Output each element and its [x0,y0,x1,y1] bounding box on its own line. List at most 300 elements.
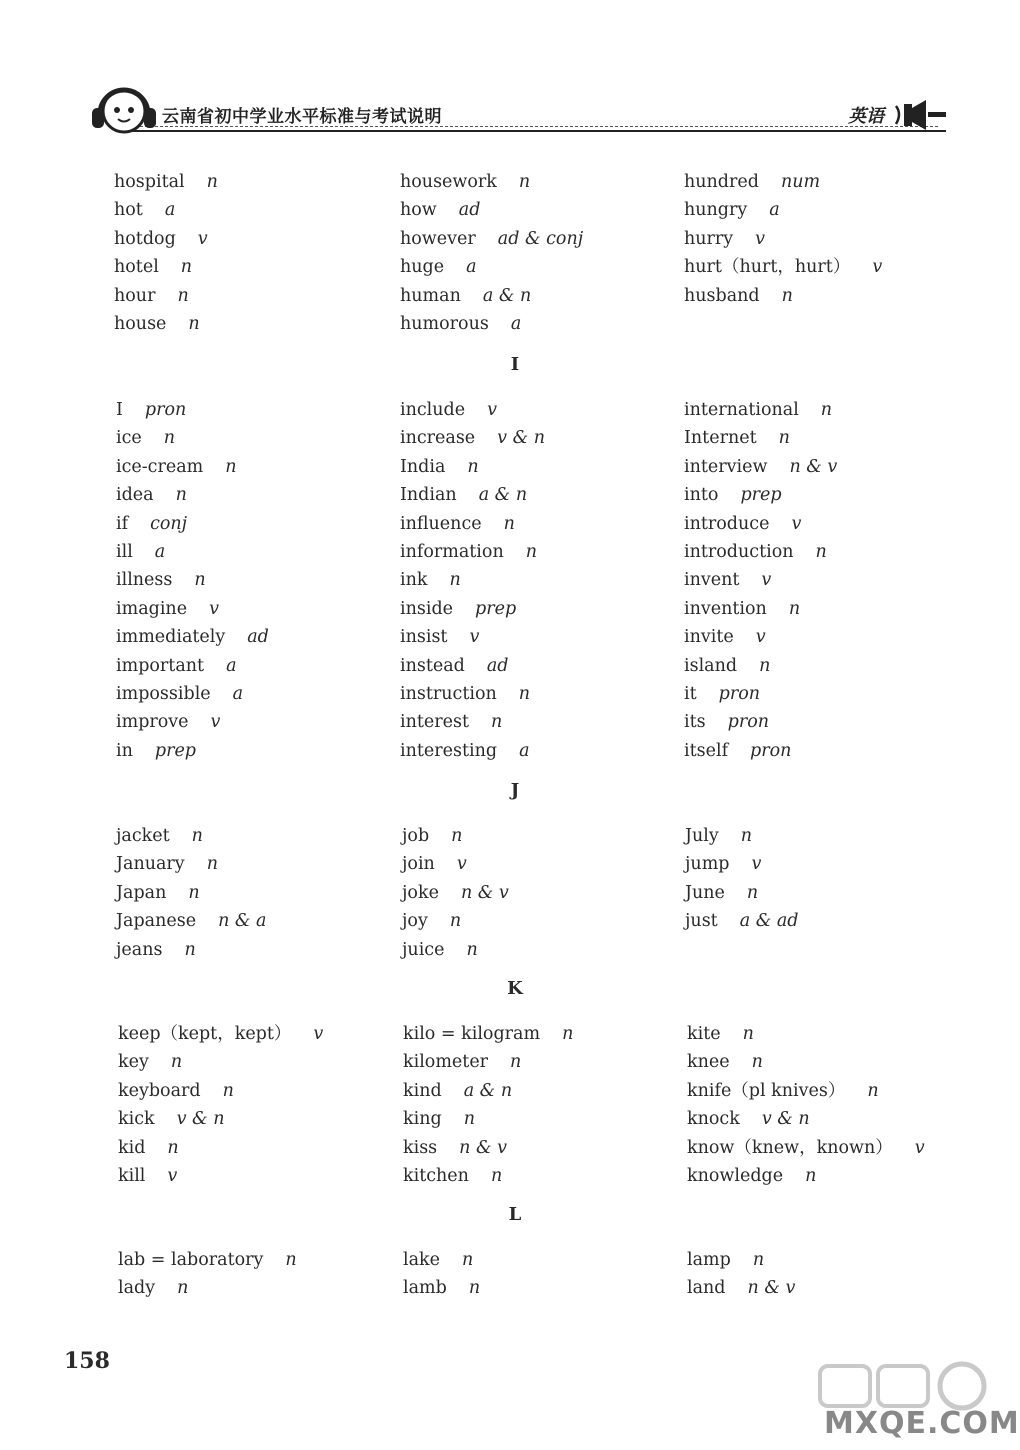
vocab-entry [400,453,545,481]
entry-word: impossible [116,683,211,704]
vocab-entry [116,595,269,623]
part-of-speech: v [197,228,208,249]
vocab-entry [684,196,882,224]
entry-word: island [684,655,738,676]
part-of-speech: n [170,1052,183,1073]
vocab-entry [114,168,218,196]
vocab-entry [118,1048,323,1076]
entry-word: keyboard [118,1080,201,1101]
part-of-speech: v [755,228,766,249]
vocab-entry [116,566,269,594]
subject-label: 英语 [848,106,884,127]
entry-word: joy [402,911,428,932]
vocab-entry [687,1105,925,1133]
part-of-speech: n [462,1250,474,1270]
vocab-entry [118,1162,323,1190]
vocab-entry [118,1077,323,1105]
entry-word: know（knew，known） [687,1137,893,1158]
part-of-speech: n & v [459,1137,508,1158]
part-of-speech: ad & conj [497,228,584,249]
part-of-speech: n [503,513,515,534]
entry-word: knowledge [687,1165,784,1186]
vocab-entry [685,907,799,935]
entry-word: ice-cream [116,456,204,477]
page-number: 158 [64,1348,110,1374]
vocab-entry [116,907,266,935]
column-2 [403,1020,573,1190]
part-of-speech: v [469,627,480,648]
vocab-entry [116,879,266,907]
part-of-speech: n [463,1109,475,1130]
part-of-speech: num [780,172,821,192]
vocab-entry [400,566,545,594]
part-of-speech: n [788,598,801,619]
entry-word: immediately [116,627,226,648]
vocab-entry [684,453,837,481]
part-of-speech: n [490,1165,503,1186]
entry-word: jump [685,854,730,875]
entry-word: it [684,683,697,704]
entry-word: international [684,400,799,420]
vocab-entry [114,310,218,338]
part-of-speech: n [740,826,753,846]
vocab-entry [400,396,545,424]
vocab-entry [118,1134,323,1162]
vocab-entry [687,1048,925,1076]
vocab-entry [402,850,509,878]
entry-word: joke [402,882,439,903]
vocab-entry [400,168,583,196]
part-of-speech: n [820,400,833,420]
column-1 [114,168,218,338]
vocab-entry [116,623,269,651]
part-of-speech: prep [475,598,517,619]
entry-word: Japanese [116,911,197,932]
vocab-entry [114,225,218,253]
part-of-speech: n [525,541,537,562]
vocab-entry [402,822,509,850]
entry-word: kid [118,1137,146,1158]
entry-word: hurry [684,228,734,249]
entry-word: July [685,826,719,846]
part-of-speech: n [191,826,203,846]
entry-word: influence [400,513,482,534]
part-of-speech: n & v [789,456,838,477]
vocab-entry [400,623,545,651]
entry-word: human [400,285,461,306]
entry-word: hour [114,285,156,306]
vocab-entry [687,1077,925,1105]
vocab-entry [684,282,882,310]
vocab-entry [403,1162,573,1190]
entry-word: January [116,854,185,875]
vocab-entry [116,510,269,538]
vocab-entry [687,1134,925,1162]
entry-word: hotdog [114,228,176,249]
vocab-entry [400,282,583,310]
entry-word: inside [400,598,454,619]
part-of-speech: prep [740,485,782,506]
vocab-entry [400,196,583,224]
vocab-entry [684,623,837,651]
part-of-speech: n & v [460,882,509,903]
vocab-entry [114,282,218,310]
entry-word: job [402,826,430,846]
entry-word: in [116,740,133,761]
entry-word: insist [400,627,448,648]
vocab-entry [684,680,837,708]
section-letter-j: J [510,780,520,801]
column-1 [116,396,269,765]
entry-word: juice [402,939,445,960]
vocab-entry [114,196,218,224]
vocab-entry [402,879,509,907]
part-of-speech: n [752,1250,765,1270]
entry-word: husband [684,285,760,306]
vocab-entry [116,680,269,708]
part-of-speech: n [781,285,793,306]
entry-word: however [400,228,476,249]
part-of-speech: n [188,882,200,903]
vocab-entry [116,850,266,878]
part-of-speech: n [206,172,218,192]
entry-word: hurt（hurt，hurt） [684,257,851,278]
part-of-speech: a [466,257,477,278]
column-1 [118,1020,323,1190]
part-of-speech: v [791,513,802,534]
part-of-speech: n [742,1024,754,1044]
column-1 [116,822,266,964]
part-of-speech: pron [144,400,187,420]
entry-word: kind [403,1080,442,1101]
entry-word: lake [403,1250,440,1270]
entry-word: kilo = kilogram [403,1024,541,1044]
part-of-speech: n [225,456,237,477]
part-of-speech: n [180,257,193,278]
entry-word: knee [687,1052,730,1073]
entry-word: illness [116,570,173,591]
part-of-speech: n [867,1080,879,1101]
entry-word: kill [118,1165,146,1186]
entry-word: itself [684,740,729,761]
entry-word: huge [400,257,445,278]
part-of-speech: n [468,1278,481,1299]
vocab-entry [684,737,837,765]
vocab-entry [400,310,583,338]
part-of-speech: v [167,1165,178,1186]
entry-word: hot [114,200,143,221]
vocab-entry [400,481,545,509]
part-of-speech: n [206,854,218,875]
part-of-speech: v [487,400,497,420]
part-of-speech: a [226,655,237,676]
vocab-entry [684,538,837,566]
entry-word: introduce [684,513,770,534]
part-of-speech: v & n [497,428,546,449]
entry-word: land [687,1278,726,1299]
entry-word: hungry [684,200,748,221]
vocab-entry [116,538,269,566]
column-3 [687,1020,925,1190]
vocab-entry [684,225,882,253]
part-of-speech: pron [718,683,761,704]
entry-word: invention [684,598,767,619]
vocab-entry [685,850,799,878]
entry-word: instead [400,655,465,676]
vocab-entry [685,822,799,850]
vocab-entry [116,936,266,964]
entry-word: India [400,456,446,477]
vocab-entry [403,1020,573,1048]
entry-word: hotel [114,257,159,278]
vocab-entry [116,822,266,850]
vocab-entry [118,1105,323,1133]
part-of-speech: a & ad [739,911,799,932]
part-of-speech: n [449,570,461,591]
vocab-entry [114,253,218,281]
part-of-speech: conj [150,513,188,534]
part-of-speech: n [175,485,187,506]
vocab-entry [400,680,545,708]
entry-word: humorous [400,313,489,334]
part-of-speech: v [761,570,772,591]
book-title: 云南省初中学业水平标准与考试说明 [162,107,442,127]
part-of-speech: v [210,712,221,733]
entry-word: introduction [684,541,794,562]
column-2 [400,396,545,765]
watermark-text: MXQE.COM [824,1406,1020,1441]
part-of-speech: n [451,826,463,846]
part-of-speech: n [778,428,790,449]
part-of-speech: pron [750,740,792,761]
entry-word: invent [684,570,740,591]
part-of-speech: a [154,541,166,562]
vocab-entry [684,510,837,538]
part-of-speech: pron [727,712,769,733]
entry-word: increase [400,428,476,449]
column-3 [684,168,882,310]
vocab-entry [684,481,837,509]
part-of-speech: v [313,1024,324,1044]
entry-word: house [114,313,167,334]
vocab-entry [400,510,545,538]
entry-word: kite [687,1024,721,1044]
entry-word: Indian [400,485,457,506]
vocab-entry [684,396,837,424]
part-of-speech: v & n [761,1109,810,1130]
part-of-speech: n [285,1250,297,1270]
headphone-mascot-icon [84,84,164,136]
vocab-entry [116,737,269,765]
section-letter-k: K [507,978,523,999]
vocab-entry [400,595,545,623]
entry-word: Japan [116,882,167,903]
vocab-entry [400,225,583,253]
vocab-entry [687,1246,795,1274]
part-of-speech: n [746,882,759,903]
part-of-speech: prep [154,740,197,761]
vocab-entry [684,652,837,680]
part-of-speech: a [510,313,522,334]
entry-word: join [402,854,435,875]
entry-word: lab = laboratory [118,1250,264,1270]
part-of-speech: n [510,1052,522,1073]
entry-word: information [400,541,504,562]
column-3 [687,1246,795,1303]
part-of-speech: n & a [218,911,267,932]
part-of-speech: n [562,1024,574,1044]
vocab-entry [116,396,269,424]
vocab-entry [684,595,837,623]
entry-word: kitchen [403,1165,469,1186]
column-3 [684,396,837,765]
column-1 [118,1246,297,1303]
entry-word: kick [118,1109,155,1130]
vocab-entry [685,879,799,907]
vocab-entry [403,1048,573,1076]
column-2 [400,168,583,338]
entry-word: hospital [114,172,185,192]
column-3 [685,822,799,936]
vocab-entry [116,453,269,481]
section-letter-i: I [510,354,520,375]
vocab-entry [403,1246,480,1274]
column-2 [402,822,509,964]
entry-word: lamb [403,1278,447,1299]
part-of-speech: n [518,683,531,704]
part-of-speech: n [449,911,462,932]
vocab-entry [403,1105,573,1133]
entry-word: improve [116,712,189,733]
vocab-entry [400,652,545,680]
entry-word: just [685,911,718,932]
entry-word: if [116,513,129,534]
entry-word: keep（kept，kept） [118,1024,292,1044]
vocab-entry [684,708,837,736]
entry-word: kilometer [403,1052,489,1073]
part-of-speech: n [167,1137,179,1158]
part-of-speech: a & n [478,485,528,506]
part-of-speech: a & n [463,1080,513,1101]
entry-word: lady [118,1278,156,1299]
entry-word: ill [116,541,133,562]
vocab-entry [116,708,269,736]
vocab-entry [116,424,269,452]
vocab-entry [400,538,545,566]
entry-word: important [116,655,205,676]
entry-word: include [400,400,466,420]
entry-word: jeans [116,939,163,960]
entry-word: king [403,1109,442,1130]
entry-word: Internet [684,428,757,449]
entry-word: its [684,712,706,733]
speaker-icon [892,96,948,132]
vocab-entry [116,652,269,680]
column-2 [403,1246,480,1303]
entry-word: how [400,200,437,221]
part-of-speech: ad [486,655,509,676]
entry-word: lamp [687,1250,731,1270]
part-of-speech: n [177,285,189,306]
part-of-speech: a [164,200,176,221]
vocab-entry [684,168,882,196]
vocab-entry [687,1162,925,1190]
part-of-speech: n [805,1165,817,1186]
part-of-speech: v [456,854,467,875]
vocab-entry [118,1020,323,1048]
part-of-speech: ad [247,627,269,648]
part-of-speech: a [232,683,244,704]
entry-word: imagine [116,598,188,619]
entry-word: housework [400,172,497,192]
part-of-speech: n [188,313,200,334]
part-of-speech: n [222,1080,234,1101]
part-of-speech: a [519,740,530,761]
part-of-speech: v [755,627,766,648]
header-rule [120,130,946,132]
part-of-speech: a [769,200,780,221]
entry-word: key [118,1052,149,1073]
part-of-speech: n [491,712,503,733]
vocab-entry [687,1020,925,1048]
vocab-entry [684,253,882,281]
vocab-entry [403,1077,573,1105]
vocab-entry [400,253,583,281]
page-header [80,84,946,136]
part-of-speech: a & n [482,285,532,306]
entry-word: interest [400,712,469,733]
vocab-entry [403,1134,573,1162]
entry-word: ink [400,570,428,591]
part-of-speech: n [466,939,478,960]
entry-word: kiss [403,1137,438,1158]
part-of-speech: v [872,257,883,278]
section-letter-l: L [508,1204,522,1225]
part-of-speech: v [209,598,219,619]
vocab-entry [400,708,545,736]
entry-word: ice [116,428,142,449]
part-of-speech: n [759,655,771,676]
part-of-speech: n [163,428,176,449]
part-of-speech: n [751,1052,763,1073]
vocab-entry [400,737,545,765]
entry-word: hundred [684,172,759,192]
entry-word: interesting [400,740,498,761]
entry-word: invite [684,627,734,648]
part-of-speech: n [815,541,827,562]
entry-word: idea [116,485,154,506]
part-of-speech: v [914,1137,925,1158]
entry-word: instruction [400,683,497,704]
part-of-speech: n [194,570,206,591]
part-of-speech: n & v [747,1278,796,1299]
vocab-entry [116,481,269,509]
vocab-entry [687,1274,795,1302]
part-of-speech: v & n [176,1109,225,1130]
entry-word: into [684,485,719,506]
entry-word: jacket [116,826,170,846]
vocab-entry [118,1246,297,1274]
entry-word: knife（pl knives） [687,1080,846,1101]
entry-word: June [685,882,725,903]
vocab-entry [400,424,545,452]
vocab-entry [118,1274,297,1302]
vocab-entry [684,424,837,452]
part-of-speech: ad [458,200,481,221]
vocab-entry [402,936,509,964]
part-of-speech: n [518,172,531,192]
vocab-entry [684,566,837,594]
